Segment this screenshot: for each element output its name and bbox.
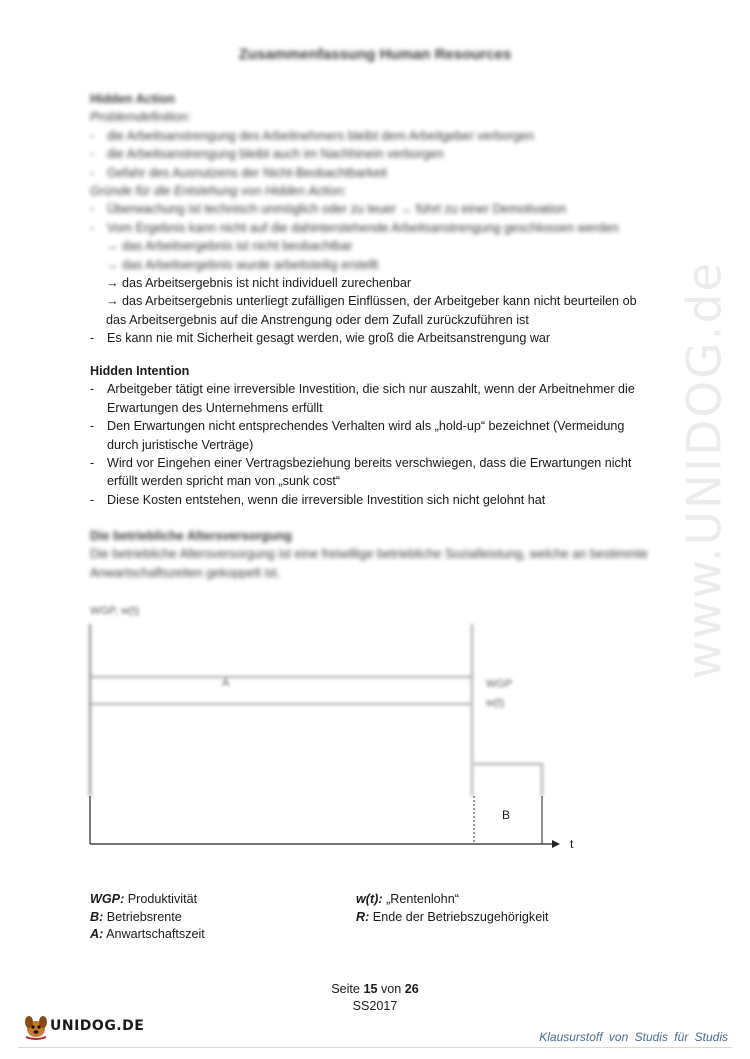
legend-left (90, 891, 205, 944)
wt-label: w(t) (486, 697, 505, 709)
legend-item: w(t): „Rentenlohn“ (356, 892, 459, 906)
legend-item: R: Ende der Betriebszugehörigkeit (356, 909, 549, 924)
list-item: - die Arbeitsanstrengung bleibt auch im Nachhinein verborgen (90, 147, 444, 162)
list-item: - Vom Ergebnis kann nicht auf die dahinterstehende Arbeitsanstrengung geschlossen werden (90, 220, 619, 235)
list-item-continuation: erfüllt werden spricht man von „sunk cost“ (107, 474, 341, 489)
legend-item: B: Betriebsrente (90, 909, 182, 924)
pension-level-line (474, 764, 542, 796)
pension-text: Die betriebliche Altersversorgung ist eine freiwillige betriebliche Sozialleistung, welche an bestimmte (90, 547, 648, 562)
legend-item: WGP: Produktivität (90, 892, 198, 906)
logo-text: UNIDOG.DE (50, 1018, 145, 1034)
slogan: Klausurstoff von Studis für Studis (539, 1030, 728, 1044)
arrow-icon: → (106, 294, 119, 309)
hidden-intention-heading: Hidden Intention (90, 364, 190, 378)
list-item-continuation: Erwartungen des Unternehmens erfüllt (107, 400, 323, 415)
list-item-continuation: durch juristische Verträge) (107, 437, 254, 452)
watermark-text: www.UNIDOG.de (677, 260, 733, 680)
dog-icon (22, 1012, 50, 1040)
unidog-logo (22, 1012, 144, 1040)
arrow-item-continuation: das Arbeitsergebnis auf die Anstrengung oder dem Zufall zurückzuführen ist (106, 312, 529, 327)
pension-heading: Die betriebliche Altersversorgung (90, 529, 292, 543)
arrow-icon: → (106, 257, 119, 272)
list-item: - Überwachung ist technisch unmöglich oder zu teuer → führt zu einer Demotivation (90, 202, 567, 217)
arrow-icon: → (106, 239, 119, 254)
legend-right (356, 891, 549, 926)
arrow-item: → das Arbeitsergebnis ist nicht individuell zurechenbar (90, 274, 660, 292)
arrow-item: → das Arbeitsergebnis wurde arbeitsteilig erstellt (90, 256, 660, 274)
page-number: Seite 15 von 26 (331, 982, 419, 996)
area-a-label: A (222, 677, 230, 689)
x-axis-arrowhead (552, 840, 560, 848)
semester-label: SS2017 (352, 999, 398, 1013)
y-axis-label: WGP, w(t) (90, 605, 140, 617)
pension-section (90, 527, 670, 582)
arrow-item: → das Arbeitsergebnis ist nicht beobachtbar (90, 237, 660, 255)
hidden-intention-section (90, 362, 660, 509)
x-axis-label: t (570, 837, 574, 851)
document-title: Zusammenfassung Human Resources (238, 46, 512, 63)
legend-item: A: Anwartschaftszeit (90, 927, 205, 941)
blurred-diagram-part (90, 605, 542, 796)
footer-divider (18, 1047, 732, 1048)
list-item: - Gefahr des Ausnutzens der Nicht-Beobachtbarkeit (90, 165, 388, 180)
list-item: - Diese Kosten entstehen, wenn die irreversible Investition sich nicht gelohnt hat (90, 492, 546, 507)
area-b-label: B (502, 808, 511, 822)
arrow-icon: → (106, 276, 119, 291)
hidden-action-section (90, 90, 660, 348)
arrow-item: → das Arbeitsergebnis unterliegt zufälligen Einflüssen, der Arbeitgeber kann nicht beurteilen ob (90, 292, 660, 310)
list-item: - Den Erwartungen nicht entsprechendes Verhalten wird als „hold-up“ bezeichnet (Vermeidung (90, 419, 625, 434)
pension-text: Anwartschaftszeiten gekoppelt ist. (90, 565, 281, 580)
pension-diagram (0, 600, 750, 860)
hidden-action-heading: Hidden Action (90, 92, 175, 106)
wgp-label: WGP (486, 678, 513, 690)
list-item: - die Arbeitsanstrengung des Arbeitnehmers bleibt dem Arbeitgeber verborgen (90, 128, 535, 143)
reasons-label: Gründe für die Entstehung von Hidden Action: (90, 184, 347, 199)
list-item: - Arbeitgeber tätigt eine irreversible Investition, die sich nur auszahlt, wenn der Arbeitnehmer die (90, 382, 635, 397)
list-item: - Wird vor Eingehen einer Vertragsbeziehung bereits verschwiegen, dass die Erwartungen nicht (90, 456, 632, 471)
list-item: - Es kann nie mit Sicherheit gesagt werden, wie groß die Arbeitsanstrengung war (90, 331, 551, 346)
problem-label: Problemdefinition: (90, 110, 191, 125)
